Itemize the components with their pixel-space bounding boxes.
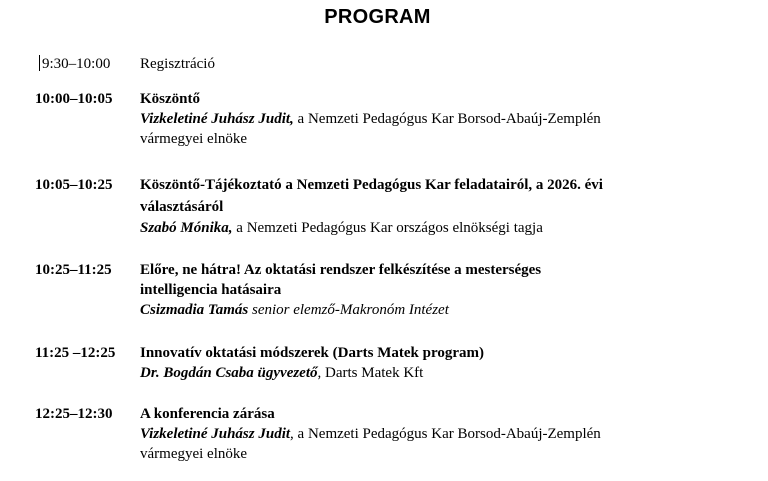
time-text: 9:30–10:00 [42, 56, 111, 72]
speaker-name: Dr. Bogdán Csaba ügyvezető [140, 365, 318, 381]
program-time: 10:05–10:25 [35, 177, 113, 193]
program-time: 10:00–10:05 [35, 91, 113, 107]
speaker-role: a Nemzeti Pedagógus Kar Borsod-Abaúj-Zemplén [293, 111, 601, 127]
text-cursor [39, 55, 40, 71]
program-title: Köszöntő [140, 91, 200, 107]
program-time [35, 54, 110, 74]
program-title: Köszöntő-Tájékoztató a Nemzeti Pedagógus Kar feladatairól, a 2026. évi [140, 177, 603, 193]
program-title-continued: választásáról [140, 199, 224, 215]
speaker-name: Csizmadia Tamás [140, 302, 249, 318]
program-time: 12:25–12:30 [35, 406, 113, 422]
program-title: Innovatív oktatási módszerek (Darts Matek program) [140, 345, 484, 361]
program-title-continued: intelligencia hatásaira [140, 282, 282, 298]
program-content [140, 175, 740, 238]
speaker-name: Vizkeletiné Juhász Judit [140, 426, 291, 442]
program-content [140, 260, 740, 320]
speaker-role-continued: vármegyei elnöke [140, 446, 248, 462]
program-time: 11:25 –12:25 [35, 345, 116, 361]
speaker-role: a Nemzeti Pedagógus Kar országos elnökségi tagja [232, 220, 543, 236]
speaker-name: Vizkeletiné Juhász Judit, [140, 111, 294, 127]
program-title: Előre, ne hátra! Az oktatási rendszer felkészítése a mesterséges [140, 262, 542, 278]
speaker-role-continued: vármegyei elnöke [140, 131, 248, 147]
program-time: 10:25–11:25 [35, 262, 112, 278]
program-title: A konferencia zárása [140, 406, 275, 422]
speaker-role: , Darts Matek Kft [317, 365, 424, 381]
speaker-role: , a Nemzeti Pedagógus Kar Borsod-Abaúj-Zemplén [290, 426, 601, 442]
program-content [140, 343, 740, 383]
program-content [140, 404, 740, 464]
program-content [140, 54, 740, 74]
program-title: Regisztráció [140, 56, 215, 72]
speaker-role: senior elemző-Makronóm Intézet [248, 302, 449, 318]
page-title: PROGRAM [324, 6, 431, 28]
program-content [140, 89, 740, 149]
speaker-name: Szabó Mónika, [140, 220, 233, 236]
